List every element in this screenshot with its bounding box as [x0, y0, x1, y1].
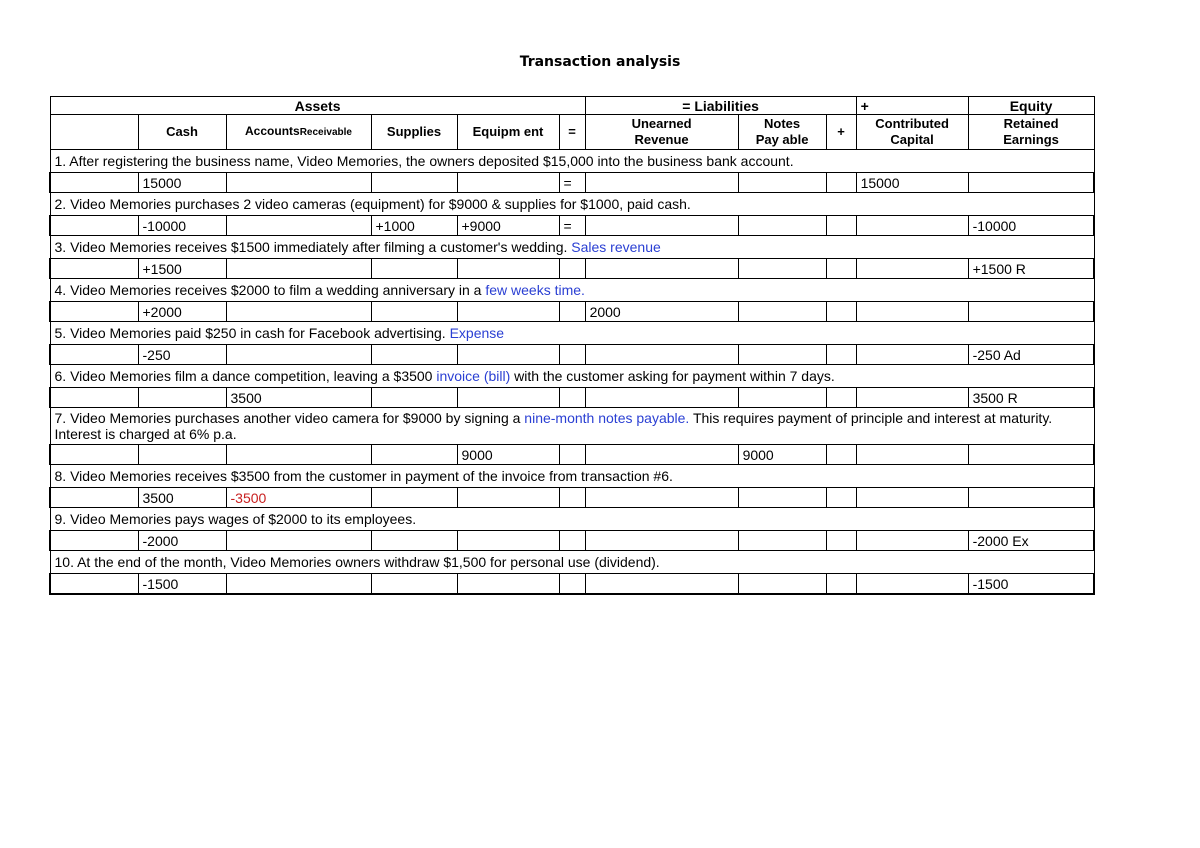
transaction-values-row — [50, 345, 1094, 365]
row-spacer-cell — [50, 388, 138, 408]
row-spacer-cell — [50, 345, 138, 365]
description-tail: with the customer asking for payment within 7 days. — [514, 368, 835, 384]
equals-cell — [559, 259, 585, 279]
supplies-cell: +1000 — [371, 216, 457, 236]
description-note: Expense — [449, 325, 505, 341]
description-note: nine-month notes payable. — [524, 410, 690, 426]
unearned-revenue-cell — [585, 173, 738, 193]
transaction-description-row — [50, 508, 1094, 531]
retained-earnings-cell: +1500 R — [968, 259, 1094, 279]
cash-cell: +1500 — [138, 259, 226, 279]
row-spacer-cell — [50, 216, 138, 236]
notes-payable-cell — [738, 173, 826, 193]
unearned-revenue-cell — [585, 531, 738, 551]
unearned-revenue-cell: 2000 — [585, 302, 738, 322]
transaction-description — [50, 551, 1094, 574]
unearned-revenue-cell — [585, 388, 738, 408]
equals-cell: = — [559, 216, 585, 236]
accounts-receivable-cell: -3500 — [226, 488, 371, 508]
accounts-receivable-cell — [226, 574, 371, 595]
notes-payable-cell — [738, 259, 826, 279]
unearned-revenue-cell — [585, 488, 738, 508]
unearned-revenue-cell — [585, 345, 738, 365]
supplies-cell — [371, 488, 457, 508]
cash-cell: -2000 — [138, 531, 226, 551]
supplies-cell — [371, 531, 457, 551]
retained-earnings-cell — [968, 488, 1094, 508]
supplies-cell — [371, 388, 457, 408]
contributed-capital-cell: 15000 — [856, 173, 968, 193]
notes-payable-cell — [738, 388, 826, 408]
contributed-capital-cell — [856, 345, 968, 365]
transaction-values-row — [50, 574, 1094, 595]
supplies-cell — [371, 574, 457, 595]
plus-header: + — [856, 97, 968, 115]
cash-cell — [138, 445, 226, 465]
cash-cell: -10000 — [138, 216, 226, 236]
cash-cell: -1500 — [138, 574, 226, 595]
accounts-receivable-cell: 3500 — [226, 388, 371, 408]
plus-cell — [826, 574, 856, 595]
page-title: Transaction analysis — [519, 54, 681, 70]
contributed-capital-cell — [856, 388, 968, 408]
contributed-capital-cell — [856, 216, 968, 236]
retained-earnings-cell — [968, 302, 1094, 322]
cash-cell: 15000 — [138, 173, 226, 193]
transaction-values-row — [50, 445, 1094, 465]
blank-header — [50, 115, 138, 150]
notes-payable-header: Notes Pay able — [738, 115, 826, 150]
column-header-row — [50, 115, 1094, 150]
description-note: few weeks time. — [485, 282, 585, 298]
notes-payable-cell — [738, 574, 826, 595]
retained-earnings-cell — [968, 445, 1094, 465]
description-text: 8. Video Memories receives $3500 from the customer in payment of the invoice from transaction #6. — [54, 468, 673, 484]
cash-cell: 3500 — [138, 488, 226, 508]
notes-payable-cell: 9000 — [738, 445, 826, 465]
transaction-values-row — [50, 488, 1094, 508]
accounts-receivable-cell — [226, 302, 371, 322]
description-tail: This requires payment of principle and interest at maturity. Interest is charged at 6% p.a. — [54, 410, 1053, 442]
contributed-capital-cell — [856, 302, 968, 322]
equals-cell — [559, 388, 585, 408]
transaction-description-row — [50, 150, 1094, 173]
description-text: 9. Video Memories pays wages of $2000 to its employees. — [54, 511, 417, 527]
plus-column-header: + — [826, 115, 856, 150]
equipment-cell — [457, 388, 559, 408]
plus-cell — [826, 445, 856, 465]
retained-earnings-cell: -10000 — [968, 216, 1094, 236]
supplies-cell — [371, 259, 457, 279]
transaction-description-row — [50, 408, 1094, 445]
notes-payable-cell — [738, 531, 826, 551]
contributed-capital-cell — [856, 259, 968, 279]
retained-earnings-cell: -2000 Ex — [968, 531, 1094, 551]
cash-header: Cash — [138, 115, 226, 150]
equipment-cell — [457, 259, 559, 279]
liabilities-header: = Liabilities — [585, 97, 856, 115]
supplies-header: Supplies — [371, 115, 457, 150]
contributed-capital-cell — [856, 574, 968, 595]
description-note: invoice (bill) — [436, 368, 511, 384]
accounts-receivable-cell — [226, 259, 371, 279]
plus-cell — [826, 345, 856, 365]
row-spacer-cell — [50, 531, 138, 551]
description-text: 3. Video Memories receives $1500 immediately after filming a customer's wedding. — [54, 239, 568, 255]
transaction-table — [49, 96, 1095, 595]
transaction-description — [50, 236, 1094, 259]
equity-header: Equity — [968, 97, 1094, 115]
transaction-description-row — [50, 322, 1094, 345]
unearned-revenue-cell — [585, 216, 738, 236]
row-spacer-cell — [50, 302, 138, 322]
accounts-receivable-header: AccountsReceivable — [226, 115, 371, 150]
assets-header: Assets — [50, 97, 585, 115]
accounts-receivable-cell — [226, 531, 371, 551]
transaction-description — [50, 193, 1094, 216]
equals-cell — [559, 488, 585, 508]
equals-cell: = — [559, 173, 585, 193]
description-text: 4. Video Memories receives $2000 to film a wedding anniversary in a — [54, 282, 482, 298]
equipment-cell — [457, 302, 559, 322]
supplies-cell — [371, 345, 457, 365]
accounts-receivable-cell — [226, 216, 371, 236]
transaction-description — [50, 150, 1094, 173]
transaction-description — [50, 508, 1094, 531]
plus-cell — [826, 488, 856, 508]
unearned-revenue-cell — [585, 259, 738, 279]
transaction-description — [50, 408, 1094, 445]
description-text: 10. At the end of the month, Video Memories owners withdraw $1,500 for personal use (dividend). — [54, 554, 660, 570]
notes-payable-cell — [738, 345, 826, 365]
cash-cell: -250 — [138, 345, 226, 365]
transaction-description — [50, 365, 1094, 388]
equipment-cell — [457, 531, 559, 551]
description-note: Sales revenue — [571, 239, 661, 255]
supplies-cell — [371, 173, 457, 193]
equipment-cell: 9000 — [457, 445, 559, 465]
unearned-revenue-cell — [585, 445, 738, 465]
retained-earnings-cell — [968, 173, 1094, 193]
notes-payable-cell — [738, 488, 826, 508]
transaction-description-row — [50, 279, 1094, 302]
description-text: 6. Video Memories film a dance competition, leaving a $3500 — [54, 368, 433, 384]
row-spacer-cell — [50, 445, 138, 465]
contributed-capital-cell — [856, 488, 968, 508]
row-spacer-cell — [50, 488, 138, 508]
contributed-capital-cell — [856, 445, 968, 465]
transaction-values-row — [50, 173, 1094, 193]
transaction-values-row — [50, 531, 1094, 551]
accounts-receivable-cell — [226, 173, 371, 193]
plus-cell — [826, 302, 856, 322]
equipment-cell: +9000 — [457, 216, 559, 236]
unearned-revenue-header: Unearned Revenue — [585, 115, 738, 150]
contributed-capital-header: Contributed Capital — [856, 115, 968, 150]
notes-payable-cell — [738, 216, 826, 236]
accounts-receivable-cell — [226, 445, 371, 465]
equals-cell — [559, 302, 585, 322]
transaction-description — [50, 322, 1094, 345]
description-text: 2. Video Memories purchases 2 video cameras (equipment) for $9000 & supplies for $1000, paid cash. — [54, 196, 691, 212]
transaction-description — [50, 465, 1094, 488]
supplies-cell — [371, 445, 457, 465]
plus-cell — [826, 259, 856, 279]
row-spacer-cell — [50, 259, 138, 279]
plus-cell — [826, 388, 856, 408]
retained-earnings-cell: -250 Ad — [968, 345, 1094, 365]
retained-earnings-cell: -1500 — [968, 574, 1094, 595]
notes-payable-cell — [738, 302, 826, 322]
equipment-cell — [457, 488, 559, 508]
transaction-description — [50, 279, 1094, 302]
contributed-capital-cell — [856, 531, 968, 551]
equipment-header: Equipm ent — [457, 115, 559, 150]
accounts-receivable-cell — [226, 345, 371, 365]
transaction-values-row — [50, 388, 1094, 408]
transaction-description-row — [50, 236, 1094, 259]
plus-cell — [826, 531, 856, 551]
equipment-cell — [457, 173, 559, 193]
transaction-description-row — [50, 193, 1094, 216]
equals-cell — [559, 574, 585, 595]
plus-cell — [826, 173, 856, 193]
row-spacer-cell — [50, 173, 138, 193]
cash-cell: +2000 — [138, 302, 226, 322]
supplies-cell — [371, 302, 457, 322]
equals-cell — [559, 531, 585, 551]
description-text: 1. After registering the business name, Video Memories, the owners deposited $15,000 into the business bank account. — [54, 153, 794, 169]
retained-earnings-header: Retained Earnings — [968, 115, 1094, 150]
transaction-values-row — [50, 259, 1094, 279]
cash-cell — [138, 388, 226, 408]
equals-cell — [559, 445, 585, 465]
plus-cell — [826, 216, 856, 236]
unearned-revenue-cell — [585, 574, 738, 595]
equipment-cell — [457, 345, 559, 365]
description-text: 5. Video Memories paid $250 in cash for Facebook advertising. — [54, 325, 446, 341]
row-spacer-cell — [50, 574, 138, 595]
equals-header: = — [559, 115, 585, 150]
transaction-values-row — [50, 216, 1094, 236]
transaction-description-row — [50, 551, 1094, 574]
equipment-cell — [457, 574, 559, 595]
transaction-values-row — [50, 302, 1094, 322]
retained-earnings-cell: 3500 R — [968, 388, 1094, 408]
header-group-row — [50, 97, 1094, 115]
transaction-description-row — [50, 365, 1094, 388]
equals-cell — [559, 345, 585, 365]
description-text: 7. Video Memories purchases another video camera for $9000 by signing a — [54, 410, 521, 426]
transaction-description-row — [50, 465, 1094, 488]
